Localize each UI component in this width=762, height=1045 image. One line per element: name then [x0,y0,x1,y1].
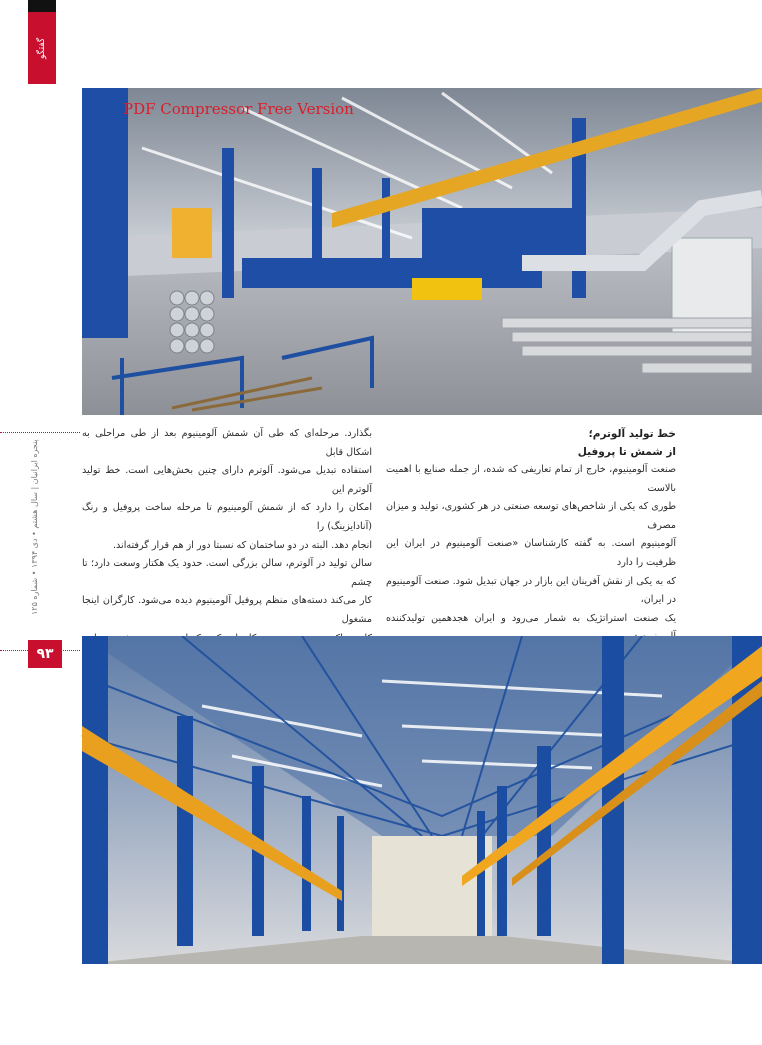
section-tab-label: گفتگو [37,37,47,59]
article-heading-line2: از شمش تا پروفیل [577,446,676,458]
paragraph-line: کار می‌کند دسته‌های منظم پروفیل آلومینیوم دیده می‌شود. کارگران اینجا مشغول [82,595,372,625]
paragraph-line: صنعت آلومینیوم، خارج از تمام تعاریفی که شده، از جمله صنایع با اهمیت بالاست [386,464,676,494]
article-heading-line1: خط تولید آلوترم؛ [588,428,676,440]
paragraph-line: انجام دهد. البته در دو ساختمان که نسبتا دور از هم قرار گرفته‌اند. [112,539,372,551]
watermark: PDF Compressor Free Version [123,100,354,118]
paragraph-line: امکان را دارد که از شمش آلومینیوم تا مرحله ساخت پروفیل و رنگ (آنادایزینگ) را [82,502,372,532]
paragraph-line: بگذارد. مرحله‌ای که طی آن شمش آلومینیوم بعد از طی مراحلی به اشکال قابل [82,428,372,458]
paragraph-line: سالن تولید در آلوترم، سالن بزرگی است. حدود یک هکتار وسعت دارد؛ تا چشم [82,558,372,588]
bottom-photo [82,636,762,964]
section-tab-cap [28,0,56,12]
paragraph-line: یک صنعت استراتژیک به شمار می‌رود و ایران هجدهمین تولیدکننده [386,612,676,624]
magazine-meta: پنجره ایرانیان | سال هشتم • دی ۱۳۹۴ • شماره ۱۲۵ [30,439,39,616]
paragraph-line: آلومینیوم است. به گفته کارشناسان «صنعت آلومینیوم در ایران این ظرفیت را دارد [386,538,676,568]
top-photo [82,88,762,415]
paragraph-line: که به یکی از نقش آفرینان این بازار در جهان تبدیل شود. صنعت آلومینیوم در ایران، [386,575,676,606]
page-number: ۹۳ [28,640,62,668]
paragraph-line: طوری که یکی از شاخص‌های توسعه صنعتی در هر کشوری، تولید و میزان مصرف [386,501,676,531]
paragraph-line: استفاده تبدیل می‌شود. آلوترم دارای چنین بخش‌هایی است. خط تولید آلوترم این [82,465,372,495]
